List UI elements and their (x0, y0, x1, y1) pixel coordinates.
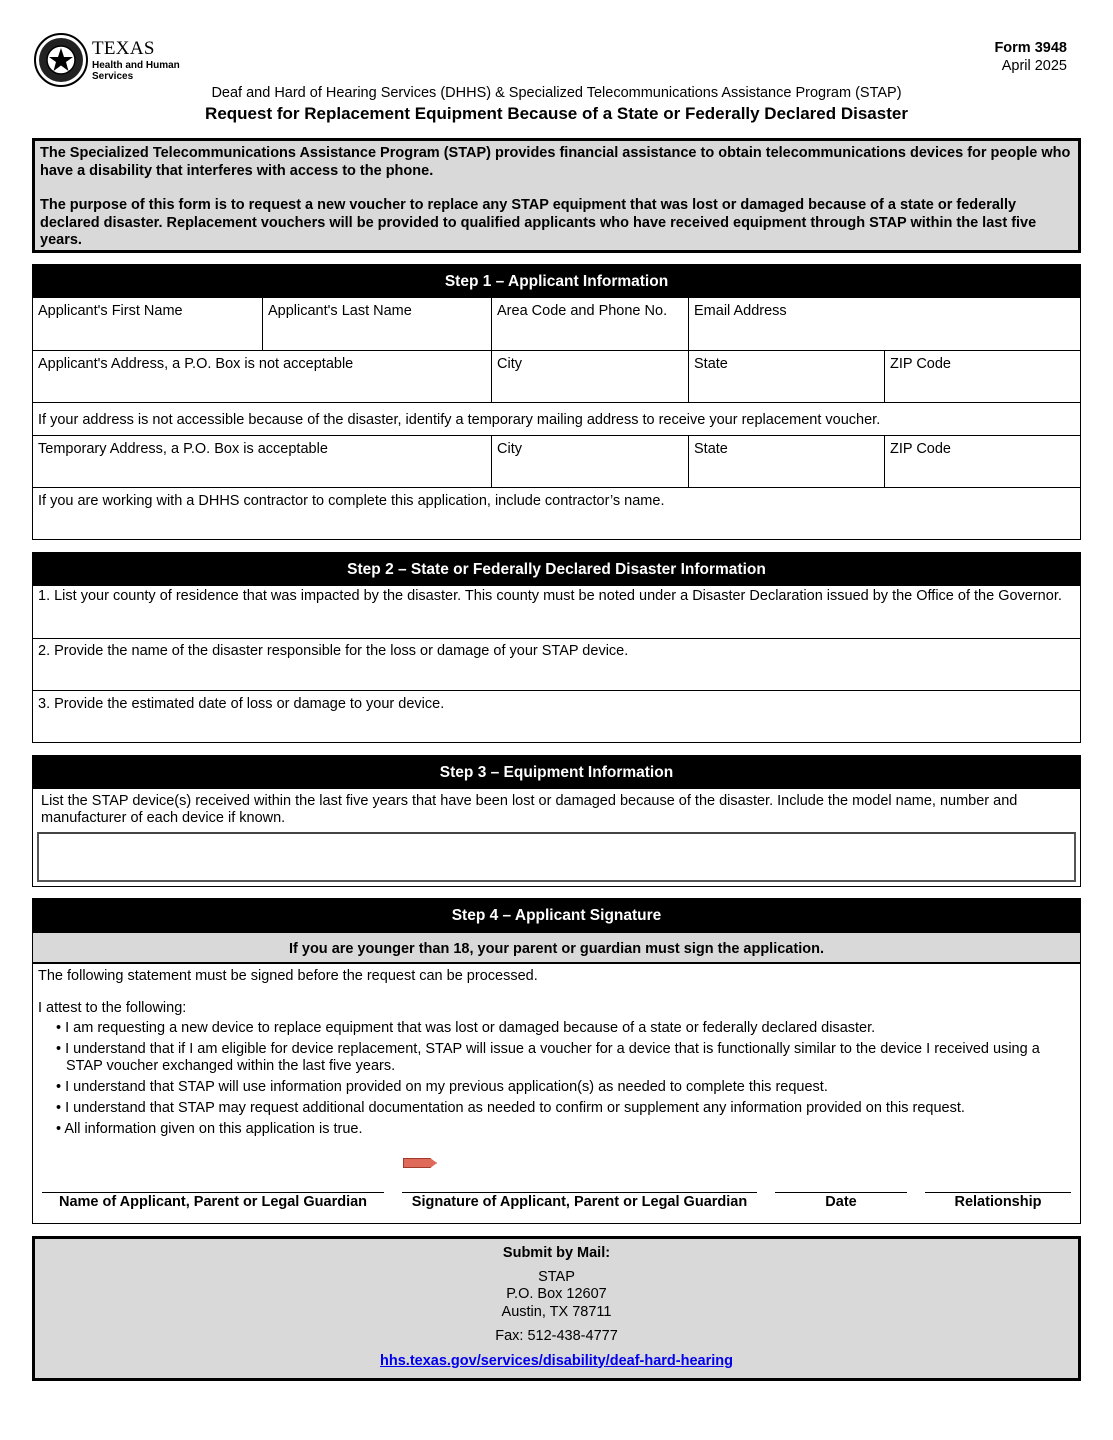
website-link[interactable]: hhs.texas.gov/services/disability/deaf-hard-hearing (380, 1352, 733, 1369)
minor-note: If you are younger than 18, your parent or guardian must sign the application. (33, 932, 1080, 964)
hhs-logo (34, 33, 184, 89)
attest-list (38, 1020, 1075, 1138)
step1-section (32, 264, 1081, 540)
state-field[interactable]: State (688, 351, 884, 402)
submit-box (32, 1236, 1081, 1381)
temp-address-field[interactable]: Temporary Address, a P.O. Box is acceptable (38, 441, 328, 457)
step4-section (32, 898, 1081, 1224)
signature-line[interactable]: Signature of Applicant, Parent or Legal Guardian (402, 1192, 757, 1210)
submit-city: Austin, TX 78711 (501, 1303, 612, 1320)
loss-date-field[interactable]: 3. Provide the estimated date of loss or damage to your device. (38, 696, 445, 712)
logo-line3: Services (92, 71, 134, 82)
page-subtitle: Deaf and Hard of Hearing Services (DHHS) & Specialized Telecommunications Assistance Program (STAP) (211, 85, 902, 101)
statement-text: The following statement must be signed before the request can be processed. (38, 968, 538, 984)
step2-section (32, 552, 1081, 743)
attest-item: • I understand that STAP may request additional documentation as needed to confirm or supplement any information provided on this request. (56, 1100, 1075, 1117)
submit-org: STAP (538, 1268, 575, 1285)
date-line[interactable]: Date (775, 1192, 907, 1210)
email-field[interactable]: Email Address (688, 298, 1080, 350)
step3-heading: Step 3 – Equipment Information (33, 756, 1080, 789)
city-field[interactable]: City (491, 351, 688, 402)
phone-field[interactable]: Area Code and Phone No. (491, 298, 688, 350)
relationship-line[interactable]: Relationship (925, 1192, 1071, 1210)
county-field[interactable]: 1. List your county of residence that was impacted by the disaster. This county must be noted under a Disaster Declaration issued by the Office of the Governor. (38, 588, 1062, 604)
step3-section (32, 755, 1081, 887)
disaster-name-field[interactable]: 2. Provide the name of the disaster responsible for the loss or damage of your STAP device. (38, 643, 629, 659)
zip-field[interactable]: ZIP Code (884, 351, 1080, 402)
equipment-instructions: List the STAP device(s) received within the last five years that have been lost or damaged because of the disaster. Include the model name, number and manufacturer of each device if known. (41, 793, 1018, 826)
step2-heading: Step 2 – State or Federally Declared Disaster Information (33, 553, 1080, 586)
intro-para-2: The purpose of this form is to request a new voucher to replace any STAP equipment that was lost or damaged because of a state or federally declared disaster. Replacement vouchers will be provided to qualified applicants who have received equipment through STAP within the last five years. (40, 197, 1037, 248)
submit-fax: Fax: 512-438-4777 (495, 1328, 618, 1344)
temp-zip-field[interactable]: ZIP Code (884, 436, 1080, 487)
step1-heading: Step 1 – Applicant Information (33, 265, 1080, 298)
form-date: April 2025 (1001, 58, 1067, 74)
logo-line2: Health and Human (92, 60, 180, 71)
intro-box (32, 138, 1081, 253)
form-id (994, 39, 1067, 75)
submit-po-box: P.O. Box 12607 (506, 1286, 607, 1302)
submit-heading: Submit by Mail: (502, 1245, 611, 1261)
attest-item: • I understand that if I am eligible for device replacement, STAP will issue a voucher for a device that is functionally similar to the device I received using a STAP voucher exchanged within the last five years. (56, 1041, 1075, 1075)
form-number: Form 3948 (994, 40, 1067, 56)
step4-heading: Step 4 – Applicant Signature (33, 899, 1080, 932)
contractor-field[interactable]: If you are working with a DHHS contractor to complete this application, include contractor’s name. (38, 493, 665, 509)
temp-state-field[interactable]: State (688, 436, 884, 487)
attest-item: • All information given on this application is true. (56, 1121, 1075, 1138)
texas-seal-icon (34, 33, 88, 87)
sign-here-flag-icon[interactable] (403, 1158, 437, 1168)
intro-para-1: The Specialized Telecommunications Assistance Program (STAP) provides financial assistance to obtain telecommunications devices for people who have a disability that interferes with access to the phone. (40, 145, 1071, 179)
attest-text: I attest to the following: (38, 1000, 187, 1016)
temp-city-field[interactable]: City (491, 436, 688, 487)
name-signature-line[interactable]: Name of Applicant, Parent or Legal Guardian (42, 1192, 384, 1210)
equipment-input[interactable] (37, 832, 1076, 882)
temp-address-note: If your address is not accessible because of the disaster, identify a temporary mailing address to receive your replacement voucher. (38, 412, 881, 428)
first-name-field[interactable]: Applicant's First Name (38, 303, 183, 319)
attest-item: • I am requesting a new device to replace equipment that was lost or damaged because of a state or federally declared disaster. (56, 1020, 1075, 1037)
address-field[interactable]: Applicant's Address, a P.O. Box is not acceptable (38, 356, 354, 372)
last-name-field[interactable]: Applicant's Last Name (262, 298, 491, 350)
logo-texas: TEXAS (92, 38, 155, 59)
page-title: Request for Replacement Equipment Because of a State or Federally Declared Disaster (205, 104, 908, 123)
attest-item: • I understand that STAP will use information provided on my previous application(s) as needed to complete this request. (56, 1079, 1075, 1096)
